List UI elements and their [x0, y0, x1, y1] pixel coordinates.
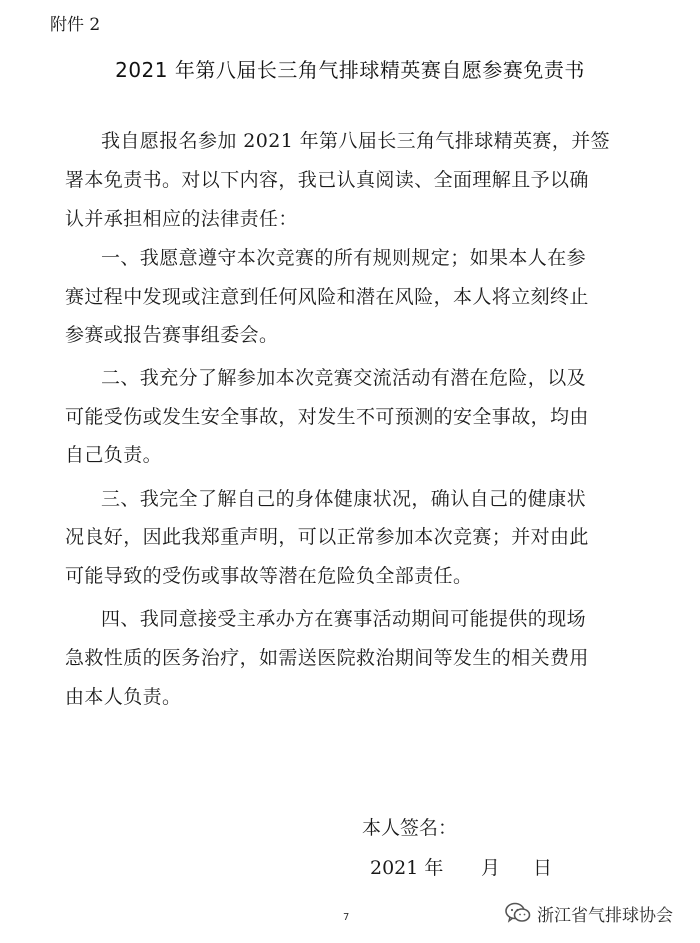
attachment-label: 附件 2: [50, 15, 101, 35]
date-year: 2021 年: [370, 857, 444, 879]
body-line: 况良好，因此我郑重声明，可以正常参加本次竞赛；并对由此: [65, 526, 589, 548]
body-line: 急救性质的医务治疗，如需送医院救治期间等发生的相关费用: [65, 647, 589, 669]
body-line: 由本人负责。: [65, 686, 182, 708]
watermark: [505, 898, 673, 928]
body-line: 赛过程中发现或注意到任何风险和潜在风险，本人将立刻终止: [65, 286, 589, 308]
body-line: 署本免责书。对以下内容，我已认真阅读、全面理解且予以确: [65, 169, 589, 191]
body-line: 自己负责。: [65, 444, 163, 466]
body-line: 参赛或报告赛事组委会。: [65, 324, 279, 346]
wechat-icon: [505, 902, 531, 924]
signature-label: 本人签名：: [362, 817, 458, 839]
body-line: 我自愿报名参加 2021 年第八届长三角气排球精英赛，并签: [101, 130, 611, 152]
date-month: 月: [481, 857, 501, 879]
watermark-text: 浙江省气排球协会: [537, 905, 673, 926]
body-line: 四、我同意接受主承办方在赛事活动期间可能提供的现场: [101, 608, 587, 630]
page-number: 7: [343, 912, 350, 923]
document-title: 2021 年第八届长三角气排球精英赛自愿参赛免责书: [115, 58, 585, 82]
date-day: 日: [533, 857, 553, 879]
body-line: 可能受伤或发生安全事故，对发生不可预测的安全事故，均由: [65, 406, 589, 428]
body-line: 二、我充分了解参加本次竞赛交流活动有潜在危险，以及: [101, 367, 587, 389]
body-line: 一、我愿意遵守本次竞赛的所有规则规定；如果本人在参: [101, 247, 587, 269]
body-line: 三、我完全了解自己的身体健康状况，确认自己的健康状: [101, 488, 587, 510]
body-line: 认并承担相应的法律责任：: [65, 208, 298, 230]
body-line: 可能导致的受伤或事故等潜在危险负全部责任。: [65, 565, 473, 587]
